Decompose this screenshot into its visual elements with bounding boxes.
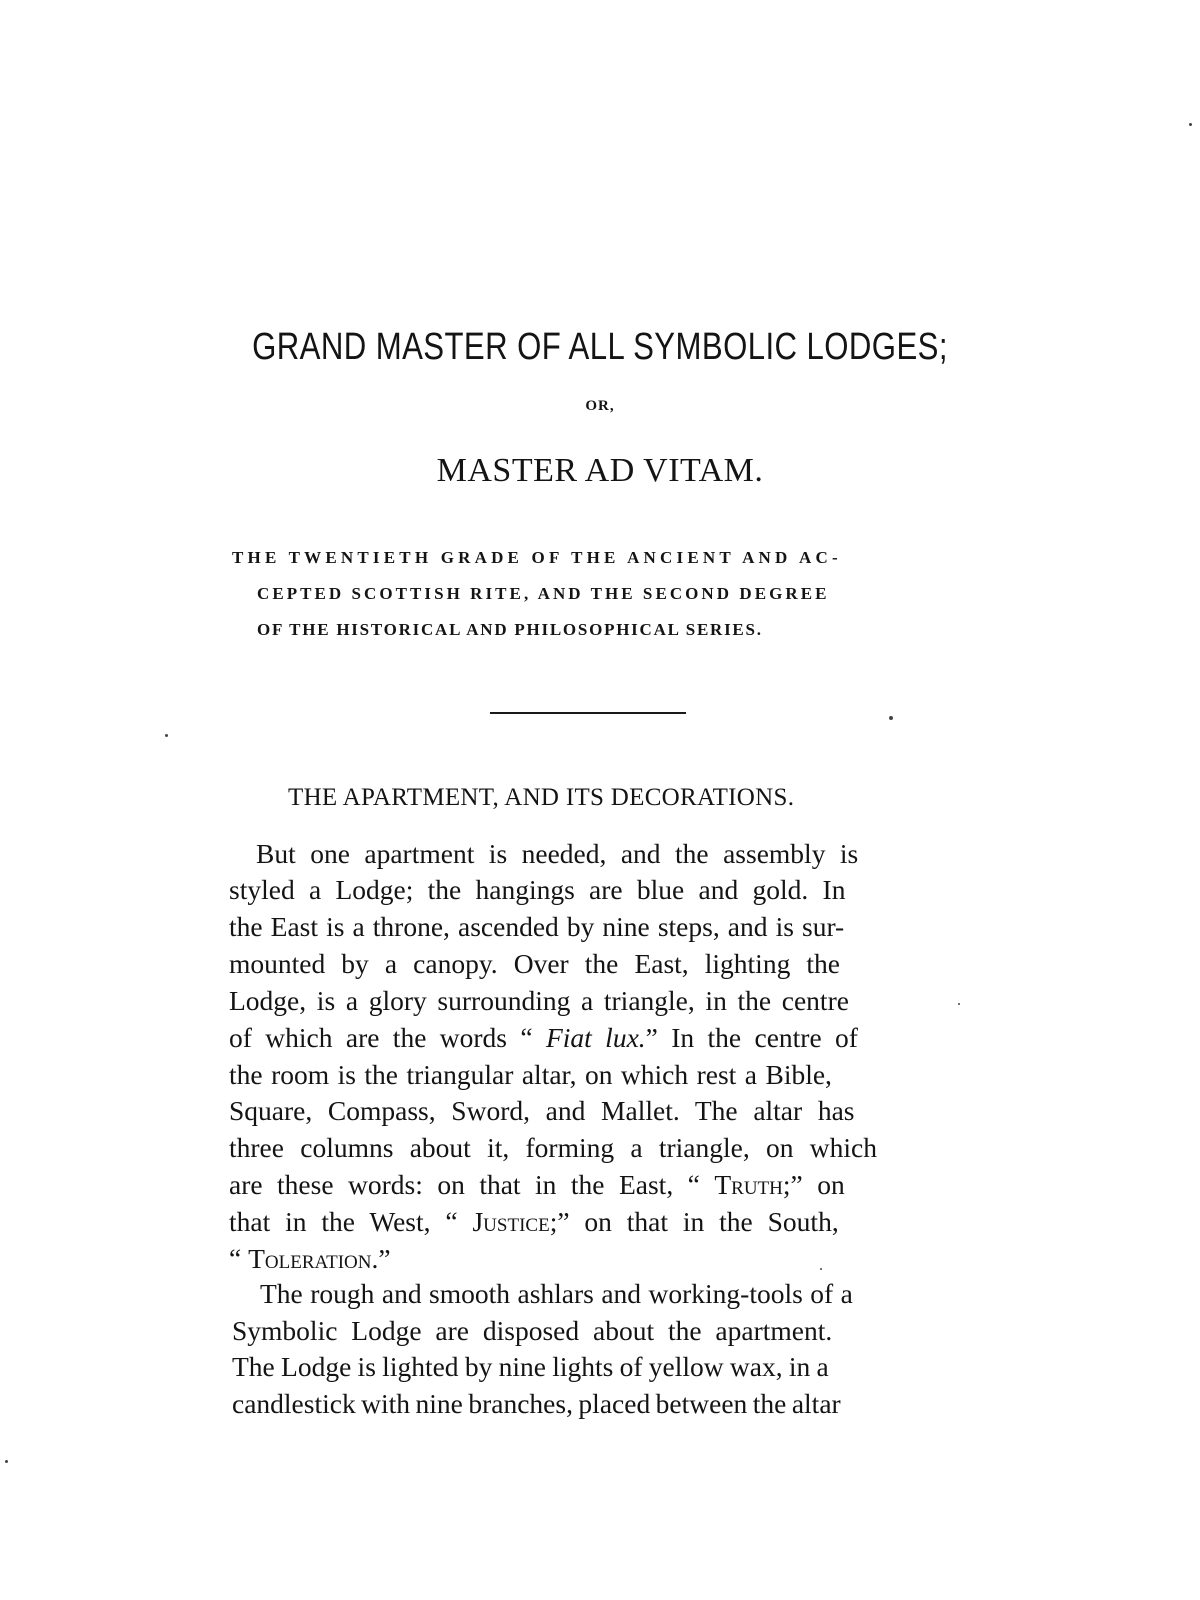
paragraph-1-line-9: three columns about it, forming a triangle, on which [229,1132,877,1163]
paragraph-1-line-11 [229,1208,839,1236]
title-conjunction: OR, [585,398,615,414]
grade-description-line-2: CEPTED SCOTTISH RITE, AND THE SECOND DEGREE [257,584,830,603]
paragraph-1-line-4: mounted by a canopy. Over the East, lighting the [229,948,840,979]
paragraph-1-line-1: But one apartment is needed, and the assembly is [256,838,859,869]
grade-description-line-3: OF THE HISTORICAL AND PHILOSOPHICAL SERIES. [257,620,763,639]
grade-description-line-1: THE TWENTIETH GRADE OF THE ANCIENT AND AC- [232,548,842,567]
paragraph-1-line-6 [229,1024,858,1052]
page-subtitle: MASTER AD VITAM. [436,452,764,489]
paragraph-1-line-10-end: ;” on [782,1169,845,1200]
paragraph-2-line-1: The rough and smooth ashlars and working-tools of a [260,1278,853,1309]
fiat-lux-phrase: Fiat lux. [545,1022,646,1053]
paragraph-1-line-5: Lodge, is a glory surrounding a triangle, in the centre [229,985,849,1016]
paragraph-1-line-3: the East is a throne, ascended by nine steps, and is sur- [229,911,845,942]
paragraph-2-line-3: The Lodge is lighted by nine lights of yellow wax, in a [232,1351,829,1382]
paragraph-1-line-8: Square, Compass, Sword, and Mallet. The altar has [229,1095,855,1126]
scan-speck [958,1003,960,1005]
paragraph-1-line-11-end: ;” on that in the South, [549,1206,839,1237]
paragraph-1-line-12-end: .” [371,1243,391,1274]
paragraph-1-line-2: styled a Lodge; the hangings are blue and gold. In [229,874,846,905]
paragraph-1-line-10 [229,1171,845,1199]
paragraph-2-line-2: Symbolic Lodge are disposed about the apartment. [232,1315,833,1346]
scan-speck [820,1268,822,1270]
scan-speck [5,1460,8,1463]
paragraph-1-line-12-start: “ [229,1243,249,1274]
section-heading: THE APARTMENT, AND ITS DECORATIONS. [288,784,795,811]
paragraph-2-line-4: candlestick with nine branches, placed between the altar [232,1388,841,1419]
paragraph-1-line-10-start: are these words: on that in the East, “ [229,1169,715,1200]
paragraph-1-line-6-end: ” In the centre of [645,1022,858,1053]
section-divider [490,712,686,714]
page-title: GRAND MASTER OF ALL SYMBOLIC LODGES; [252,326,948,368]
scan-speck [1189,123,1192,126]
scan-speck [889,716,893,720]
paragraph-1-line-6-start: of which are the words “ [229,1022,546,1053]
justice-word: Justice [472,1206,550,1237]
truth-word: Truth [714,1169,783,1200]
paragraph-1-line-11-start: that in the West, “ [229,1206,473,1237]
scan-speck [165,734,168,737]
paragraph-1-line-12 [229,1245,391,1273]
paragraph-1-line-7: the room is the triangular altar, on which rest a Bible, [229,1059,832,1090]
toleration-word: Toleration [248,1243,372,1274]
